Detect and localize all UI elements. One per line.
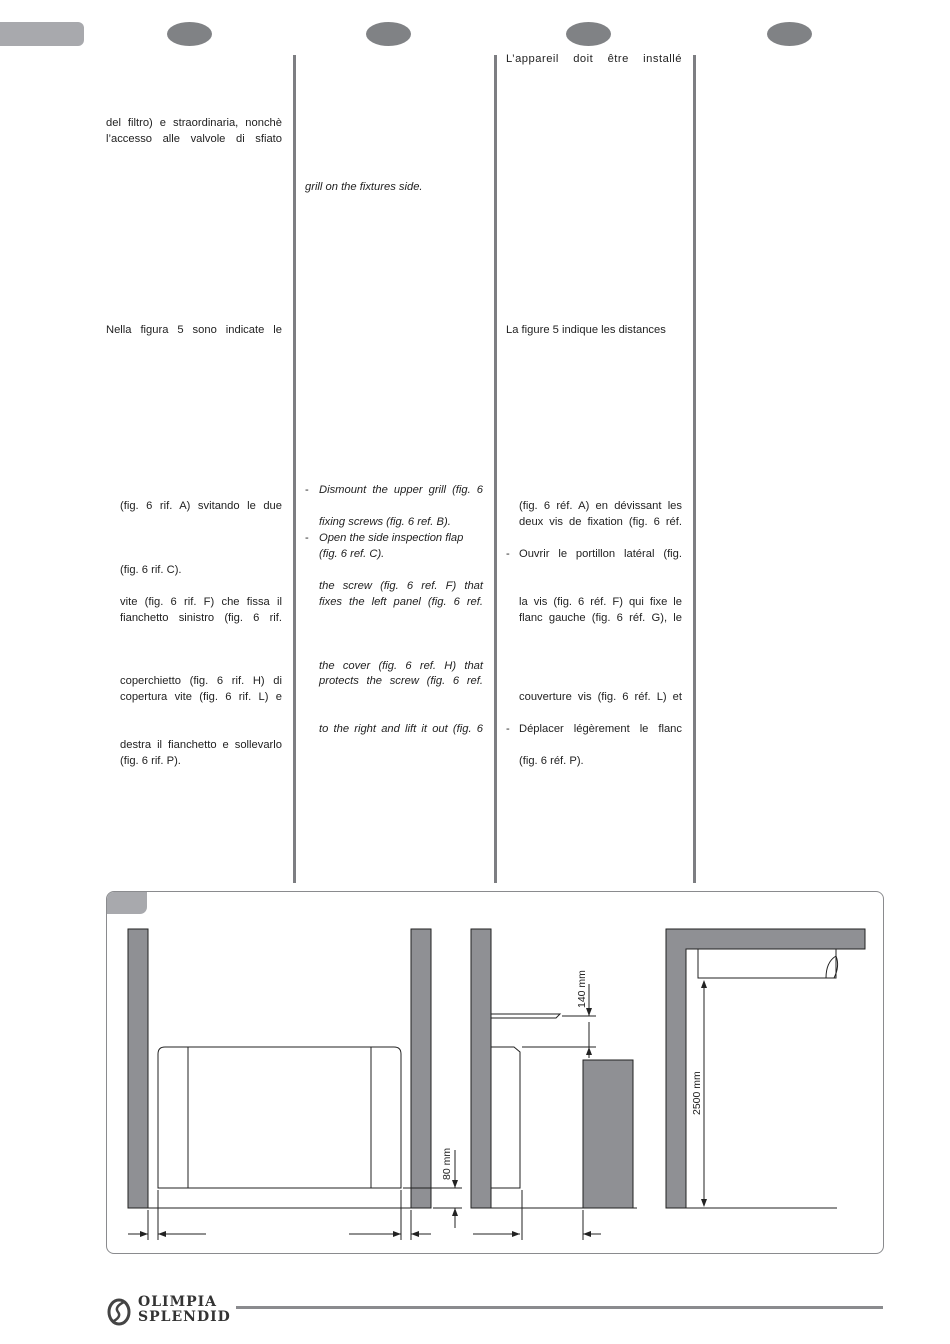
text-line: destra il fianchetto e sollevarlo — [120, 739, 282, 751]
footer-rule — [236, 1306, 883, 1309]
shelf — [491, 1014, 560, 1018]
brand-logo — [106, 1294, 236, 1330]
furniture-obstacle — [583, 1060, 633, 1208]
text-line: deux vis de fixation (fig. 6 réf. — [519, 516, 682, 528]
text-line: Déplacer légèrement le flanc — [519, 723, 682, 735]
dimension-label-140: 140 mm — [576, 970, 588, 1008]
text-line: fixing screws (fig. 6 ref. B). — [319, 516, 451, 528]
text-line: Open the side inspection flap — [319, 532, 464, 544]
text-line: Nella figura 5 sono indicate le — [106, 324, 282, 336]
dimension-label-2500: 2500 mm — [691, 1071, 703, 1115]
right-wall — [411, 929, 431, 1208]
text-line: to the right and lift it out (fig. 6 — [319, 723, 483, 735]
unit-front-panel — [188, 1047, 371, 1188]
logo-word-olimpia: OLIMPIA — [138, 1294, 218, 1310]
text-line: la vis (fig. 6 réf. F) qui fixe le — [519, 596, 682, 608]
wall-section — [471, 929, 491, 1208]
text-line: del filtro) e straordinaria, nonchè — [106, 117, 282, 129]
text-line: grill on the fixtures side. — [305, 181, 423, 193]
left-wall — [128, 929, 148, 1208]
text-line: (fig. 6 rif. A) svitando le due — [120, 500, 282, 512]
text-line: vite (fig. 6 rif. F) che fissa il — [120, 596, 282, 608]
bullet-dash: - — [305, 532, 309, 544]
unit-right-side — [371, 1047, 401, 1188]
wall-and-ceiling — [666, 929, 865, 1208]
text-line: L’appareil doit être installé — [506, 53, 682, 65]
text-line: (fig. 6 rif. C). — [120, 564, 182, 576]
text-line: the screw (fig. 6 ref. F) that — [319, 580, 483, 592]
text-line: (fig. 6 rif. P). — [120, 755, 181, 767]
text-line: (fig. 6 réf. A) en dévissant les — [519, 500, 682, 512]
logo-word-splendid: SPLENDID — [138, 1309, 231, 1325]
text-line: Dismount the upper grill (fig. 6 — [319, 484, 483, 496]
bullet-dash: - — [506, 548, 510, 560]
text-line: coperchietto (fig. 6 rif. H) di — [120, 675, 282, 687]
text-line: protects the screw (fig. 6 ref. — [319, 675, 483, 687]
text-line: l’accesso alle valvole di sfiato — [106, 133, 282, 145]
unit-left-side — [158, 1047, 188, 1188]
dimension-label-80: 80 mm — [441, 1147, 453, 1180]
bullet-dash: - — [305, 484, 309, 496]
bullet-dash: - — [506, 723, 510, 735]
text-line: (fig. 6 réf. P). — [519, 755, 584, 767]
text-line: couverture vis (fig. 6 réf. L) et — [519, 691, 682, 703]
text-line: La figure 5 indique les distances — [506, 324, 666, 336]
text-line: Ouvrir le portillon latéral (fig. — [519, 548, 682, 560]
logo-emblem-icon — [106, 1297, 134, 1327]
text-line: fixes the left panel (fig. 6 ref. — [319, 596, 483, 608]
text-line: (fig. 6 ref. C). — [319, 548, 385, 560]
text-line: copertura vite (fig. 6 rif. L) e — [120, 691, 282, 703]
unit-side-profile — [491, 1047, 520, 1188]
ceiling-unit — [698, 949, 836, 978]
text-line: the cover (fig. 6 ref. H) that — [319, 660, 483, 672]
text-line: fianchetto sinistro (fig. 6 rif. — [120, 612, 282, 624]
text-line: flanc gauche (fig. 6 réf. G), le — [519, 612, 682, 624]
